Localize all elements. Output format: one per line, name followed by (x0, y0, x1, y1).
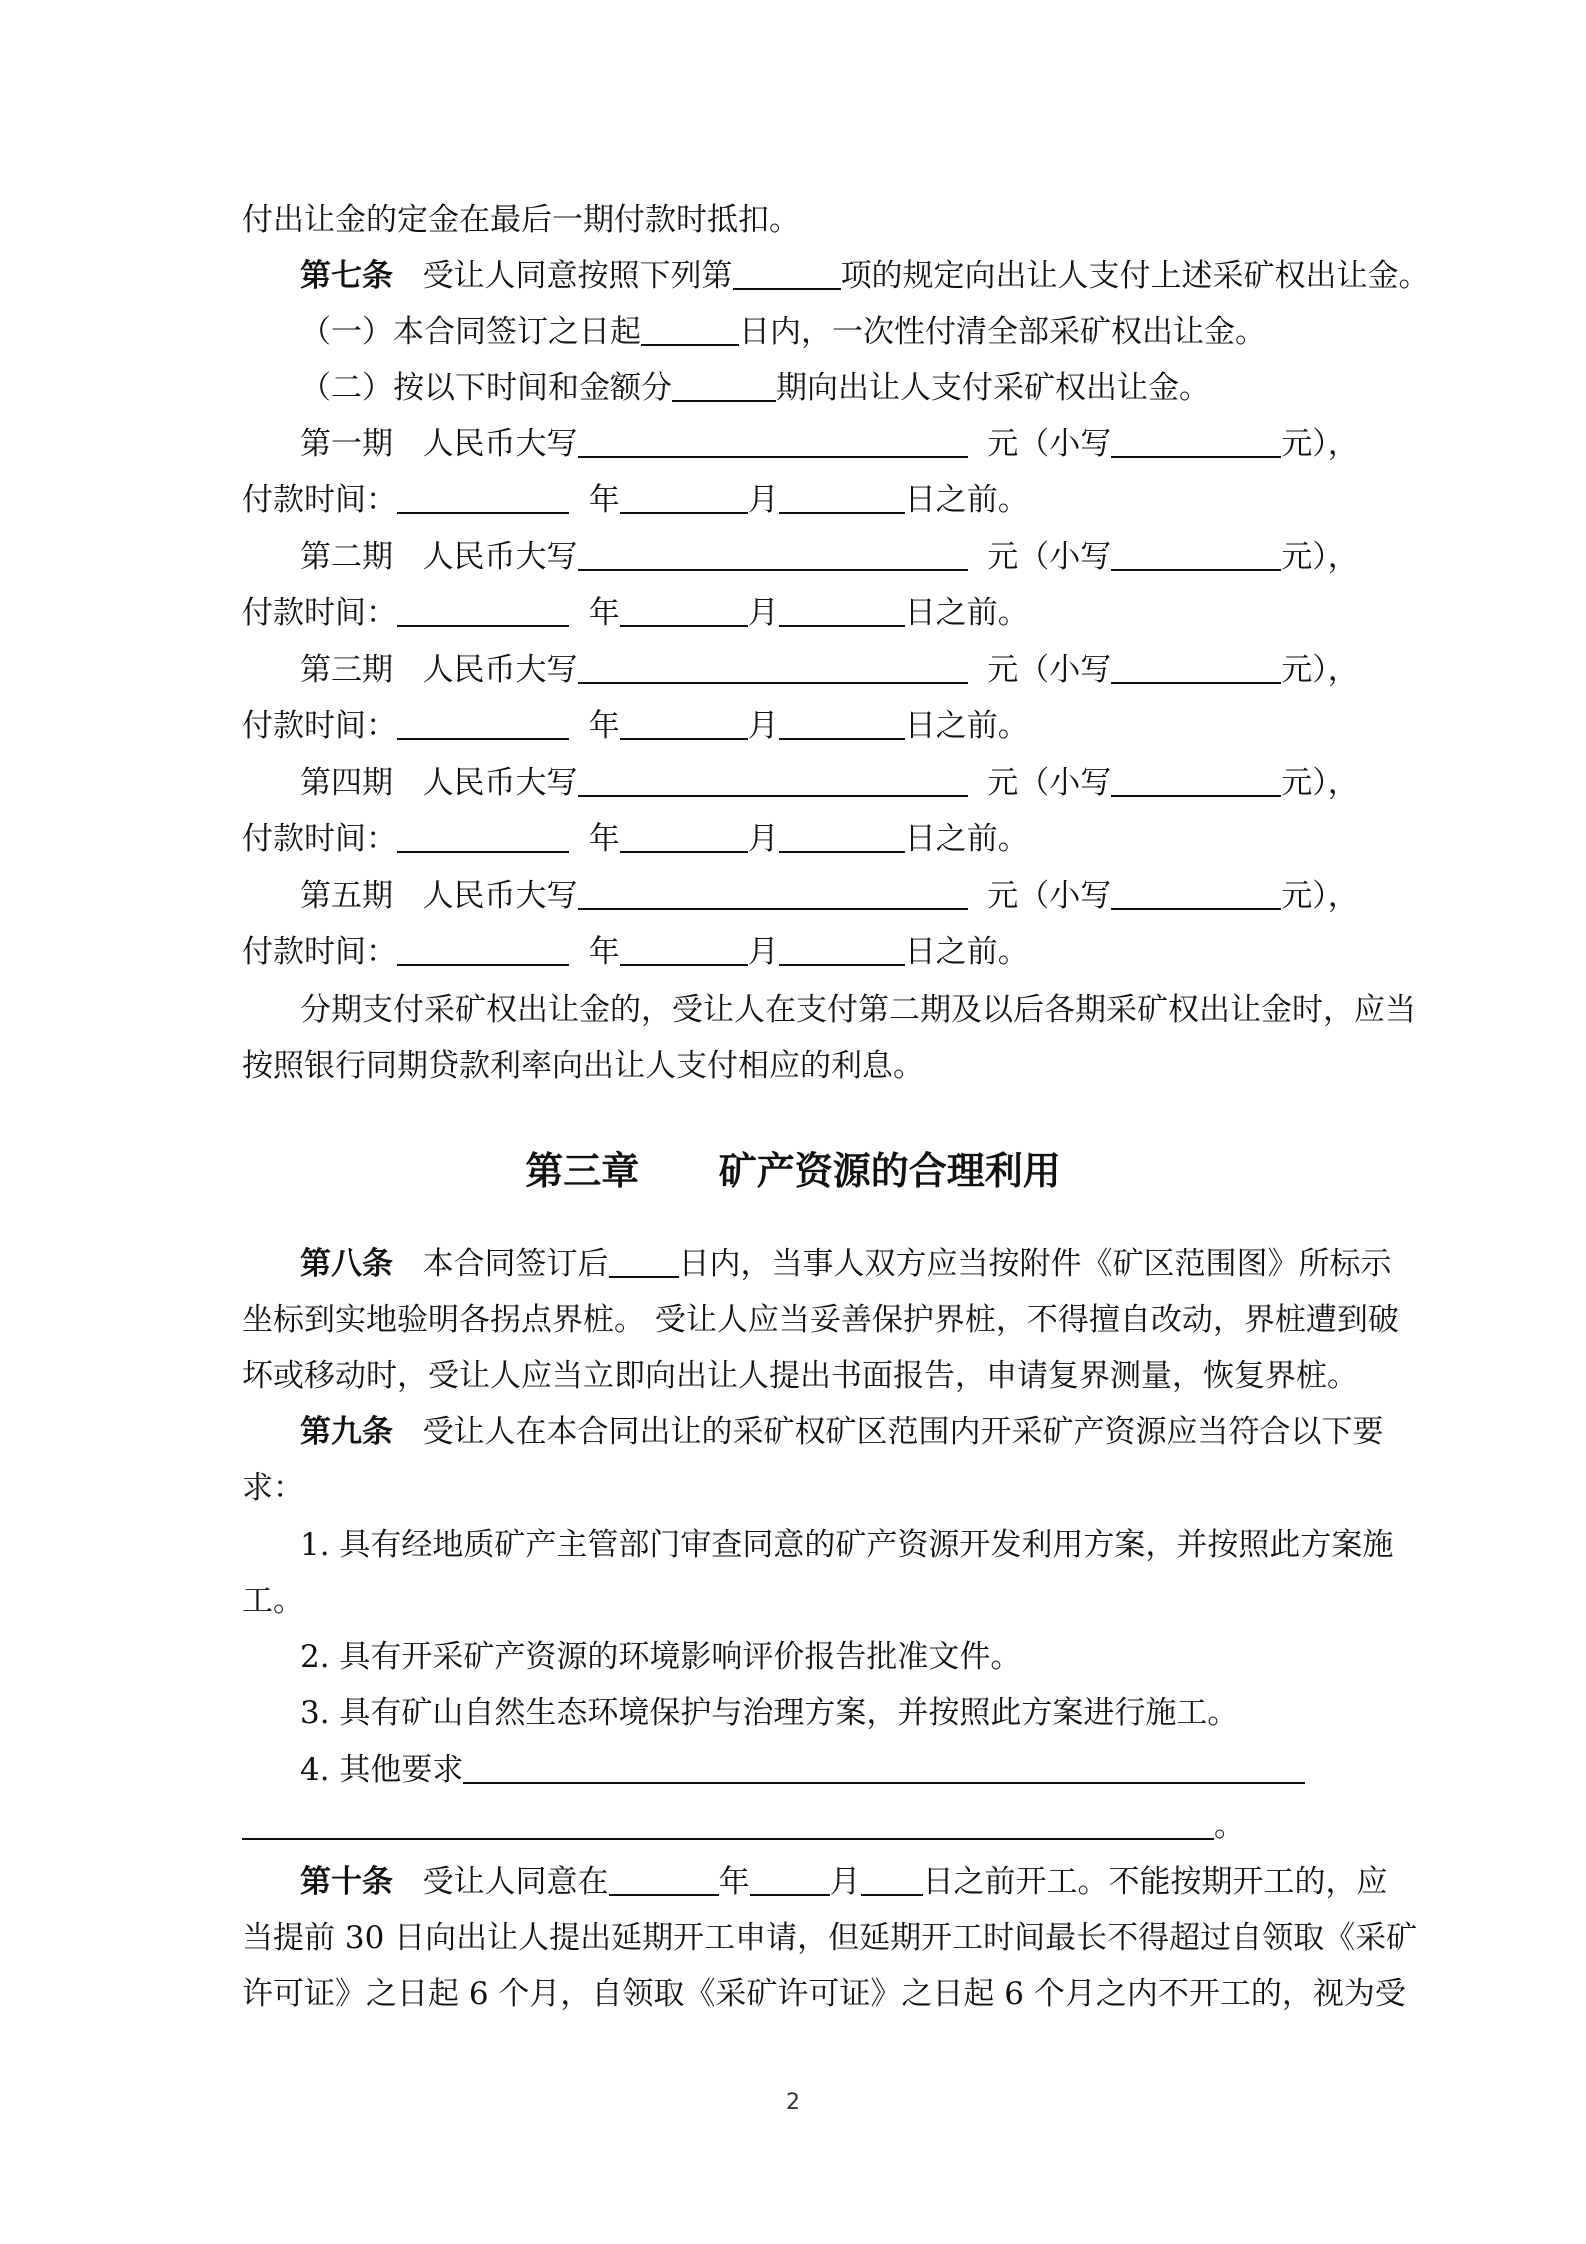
article-6-tail: 付出让金的定金在最后一期付款时抵扣。 (242, 202, 800, 238)
article-7-label: 第七条 (300, 258, 393, 294)
blank-days[interactable] (641, 314, 739, 346)
installment-3-amount: 第三期 人民币大写 元（小写 元）， (300, 652, 1359, 688)
chapter-heading (0, 1140, 1586, 1195)
installment-1-day[interactable] (779, 482, 905, 514)
article-9-item-4: 4. 其他要求 (300, 1750, 1305, 1790)
installment-1-amount-lower[interactable] (1111, 426, 1281, 458)
installment-5-amount-lower[interactable] (1111, 878, 1281, 910)
installment-4-day[interactable] (779, 821, 905, 853)
installment-4-time: 付款时间： 年 月 日之前。 (242, 821, 1029, 857)
article-8-line-3: 坏或移动时，受让人应当立即向出让人提出书面报告，申请复界测量，恢复界桩。 (242, 1358, 1358, 1394)
article-9-line-1: 第九条 受让人在本合同出让的采矿权矿区范围内开采矿产资源应当符合以下要 (300, 1414, 1384, 1450)
article-9-label: 第九条 (300, 1414, 393, 1450)
article-9-item-3: 3. 具有矿山自然生态环境保护与治理方案，并按照此方案进行施工。 (300, 1695, 1239, 1731)
chapter-number: 第三章 (525, 1149, 640, 1193)
chapter-title: 矿产资源的合理利用 (718, 1149, 1061, 1193)
interest-line-2: 按照银行同期贷款利率向出让人支付相应的利息。 (242, 1048, 924, 1084)
installment-5-month[interactable] (620, 934, 748, 966)
blank-start-day[interactable] (861, 1864, 923, 1896)
installment-1-amount: 第一期 人民币大写 元（小写 元）， (300, 426, 1359, 462)
installment-4-amount-upper[interactable] (578, 765, 968, 797)
article-10-label: 第十条 (300, 1864, 393, 1900)
blank-start-year[interactable] (609, 1864, 719, 1896)
page-number: 2 (786, 2090, 800, 2115)
article-7-line-1: 第七条 受让人同意按照下列第 项的规定向出让人支付上述采矿权出让金。 (300, 258, 1430, 294)
installment-5-year[interactable] (397, 934, 569, 966)
article-10-line-2: 当提前 30 日向出让人提出延期开工申请，但延期开工时间最长不得超过自领取《采矿 (242, 1920, 1418, 1956)
installment-2-year[interactable] (397, 595, 569, 627)
article-7-option-2: （二）按以下时间和金额分 期向出让人支付采矿权出让金。 (300, 370, 1210, 406)
article-9-item-2: 2. 具有开采矿产资源的环境影响评价报告批准文件。 (300, 1639, 1022, 1675)
installment-2-amount: 第二期 人民币大写 元（小写 元）， (300, 539, 1359, 575)
article-9-line-2: 求： (242, 1470, 304, 1506)
installment-1-time: 付款时间： 年 月 日之前。 (242, 482, 1029, 518)
installment-2-day[interactable] (779, 595, 905, 627)
blank-art8-days[interactable] (609, 1246, 679, 1278)
installment-3-month[interactable] (620, 708, 748, 740)
installment-4-amount-lower[interactable] (1111, 765, 1281, 797)
blank-installment-count[interactable] (672, 370, 776, 402)
installment-3-year[interactable] (397, 708, 569, 740)
installment-5-time: 付款时间： 年 月 日之前。 (242, 934, 1029, 970)
installment-3-time: 付款时间： 年 月 日之前。 (242, 708, 1029, 744)
installment-2-amount-upper[interactable] (578, 539, 968, 571)
interest-line-1: 分期支付采矿权出让金的，受让人在支付第二期及以后各期采矿权出让金时，应当 (300, 992, 1416, 1028)
blank-option-number[interactable] (733, 258, 841, 290)
article-9-item-1-cont: 工。 (242, 1583, 304, 1619)
installment-2-time: 付款时间： 年 月 日之前。 (242, 595, 1029, 631)
article-9-item-1: 1. 具有经地质矿产主管部门审查同意的矿产资源开发利用方案，并按照此方案施 (300, 1527, 1394, 1563)
installment-5-amount-upper[interactable] (578, 878, 968, 910)
installment-5-amount: 第五期 人民币大写 元（小写 元）， (300, 878, 1359, 914)
installment-1-amount-upper[interactable] (578, 426, 968, 458)
installment-1-year[interactable] (397, 482, 569, 514)
article-10-line-3: 许可证》之日起 6 个月，自领取《采矿许可证》之日起 6 个月之内不开工的，视为受 (242, 1976, 1406, 2012)
installment-4-amount: 第四期 人民币大写 元（小写 元）， (300, 765, 1359, 801)
article-9-item-4-cont: 。 (242, 1806, 1245, 1846)
blank-start-month[interactable] (750, 1864, 830, 1896)
article-8-label: 第八条 (300, 1246, 393, 1282)
installment-2-amount-lower[interactable] (1111, 539, 1281, 571)
installment-4-month[interactable] (620, 821, 748, 853)
installment-2-month[interactable] (620, 595, 748, 627)
installment-3-amount-upper[interactable] (578, 652, 968, 684)
article-8-line-2: 坐标到实地验明各拐点界桩。 受让人应当妥善保护界桩，不得擅自改动，界桩遭到破 (242, 1302, 1399, 1338)
blank-other-requirements[interactable] (463, 1752, 1305, 1784)
article-10-line-1: 第十条 受让人同意在 年 月 日之前开工。不能按期开工的，应 (300, 1864, 1388, 1900)
installment-3-day[interactable] (779, 708, 905, 740)
installment-4-year[interactable] (397, 821, 569, 853)
installment-1-month[interactable] (620, 482, 748, 514)
blank-other-requirements-cont[interactable] (242, 1808, 1214, 1840)
article-7-option-1: （一）本合同签订之日起 日内，一次性付清全部采矿权出让金。 (300, 314, 1266, 350)
article-8-line-1: 第八条 本合同签订后 日内，当事人双方应当按附件《矿区范围图》所标示 (300, 1246, 1392, 1282)
installment-5-day[interactable] (779, 934, 905, 966)
installment-3-amount-lower[interactable] (1111, 652, 1281, 684)
